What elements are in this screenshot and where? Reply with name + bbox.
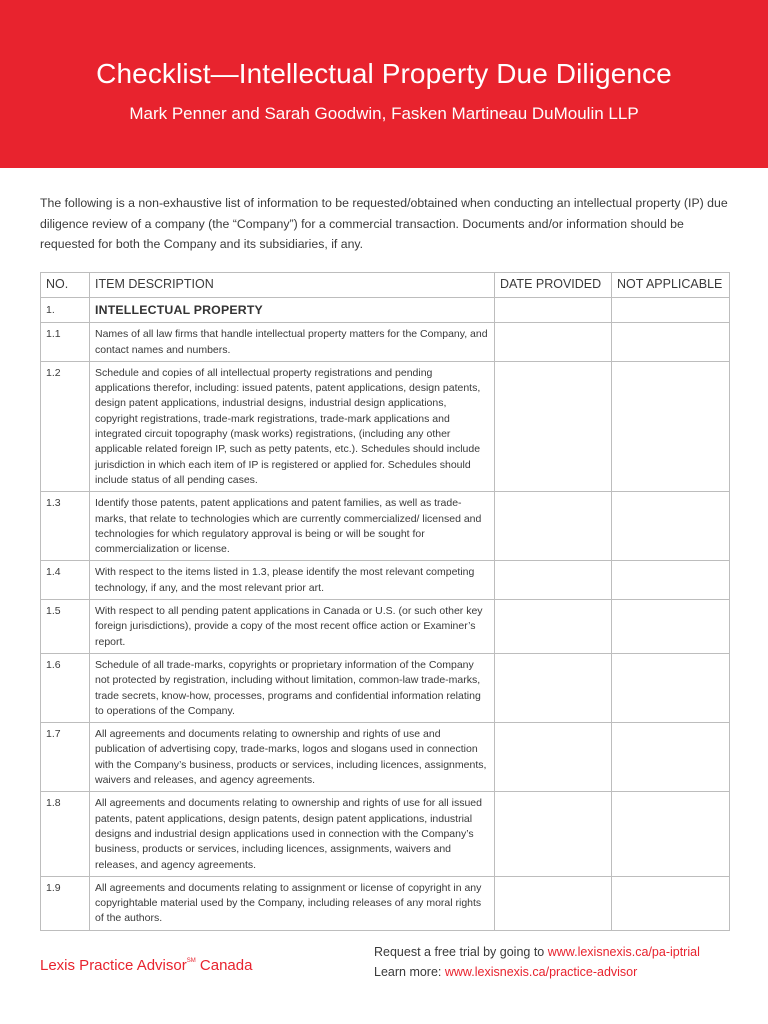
item-number: 1.5 — [41, 600, 90, 654]
not-applicable-cell[interactable] — [612, 653, 730, 722]
not-applicable-cell[interactable] — [612, 323, 730, 362]
learn-more-text: Learn more: — [374, 965, 445, 979]
trial-text: Request a free trial by going to — [374, 945, 548, 959]
item-number: 1.8 — [41, 792, 90, 876]
item-description: With respect to all pending patent applications in Canada or U.S. (or such other key foreign jurisdictions), provide a copy of the most recent office action or Examiner’s report. — [90, 600, 495, 654]
brand-suffix: Canada — [195, 957, 253, 974]
item-number: 1.1 — [41, 323, 90, 362]
date-provided-cell[interactable] — [495, 792, 612, 876]
item-number: 1.7 — [41, 723, 90, 792]
item-description: Schedule and copies of all intellectual property registrations and pending applications therefor, including: issued patents, patent applications, design patents, design patent applications, industrial designs, industrial design applications, copyright registrations, trade-mark registrations, trade-mark applications and integrated circuit topography (mask works) registrations, (including any other applicable related foreign IP, such as petty patents, etc.). Schedules should include jurisdiction in which each item of IP is registered or applied for. Schedules should include status of all pending cases. — [90, 361, 495, 491]
not-applicable-cell[interactable] — [612, 600, 730, 654]
item-description: Schedule of all trade-marks, copyrights or proprietary information of the Company not protected by registration, including without limitation, common-law trade-marks, trade secrets, know-how, processes, programs and confidential information relating to operations of the Company. — [90, 653, 495, 722]
table-row — [41, 792, 730, 876]
item-description: All agreements and documents relating to ownership and rights of use and publication of advertising copy, trade-marks, logos and slogans used in connection with the Company’s business, products or services, including licences, assignments, waivers and releases, and agency agreements. — [90, 723, 495, 792]
date-provided-cell[interactable] — [495, 723, 612, 792]
document-authors: Mark Penner and Sarah Goodwin, Fasken Martineau DuMoulin LLP — [129, 104, 639, 123]
item-description: Names of all law firms that handle intellectual property matters for the Company, and contact names and numbers. — [90, 323, 495, 362]
table-header-row — [41, 273, 730, 298]
practice-advisor-link[interactable]: www.lexisnexis.ca/practice-advisor — [444, 965, 638, 979]
header-date-provided: DATE PROVIDED — [495, 273, 612, 298]
item-number: 1.6 — [41, 653, 90, 722]
item-number: 1.3 — [41, 492, 90, 561]
table-row — [41, 492, 730, 561]
date-provided-cell[interactable] — [495, 876, 612, 930]
checklist-table — [40, 272, 730, 931]
date-provided-cell[interactable] — [495, 600, 612, 654]
not-applicable-cell[interactable] — [612, 492, 730, 561]
date-provided-cell[interactable] — [495, 492, 612, 561]
table-row — [41, 323, 730, 362]
learn-more-line — [374, 962, 700, 982]
date-provided-cell[interactable] — [495, 323, 612, 362]
date-provided-cell[interactable] — [495, 561, 612, 600]
section-title: INTELLECTUAL PROPERTY — [90, 298, 495, 323]
item-description: Identify those patents, patent applications and patent families, as well as trade-marks, that relate to technologies which are currently commercialized/ licensed and technologies for which regulatory approval is being or will be sought for commercialization or license. — [90, 492, 495, 561]
date-provided-cell[interactable] — [495, 361, 612, 491]
item-description: All agreements and documents relating to assignment or license of copyright in any copyrightable material used by the Company, including releases of any moral rights of the authors. — [90, 876, 495, 930]
table-row — [41, 600, 730, 654]
not-applicable-cell[interactable] — [612, 792, 730, 876]
header-banner — [0, 0, 768, 168]
section-row — [41, 298, 730, 323]
not-applicable-cell[interactable] — [612, 361, 730, 491]
item-description: With respect to the items listed in 1.3, please identify the most relevant competing technology, if any, and the most relevant prior art. — [90, 561, 495, 600]
header-not-applicable: NOT APPLICABLE — [612, 273, 730, 298]
item-description: All agreements and documents relating to ownership and rights of use for all issued patents, patent applications, design patents, design patent applications, industrial designs and industrial design applications used in connection with the Company’s business, products or services, including licences, assignments, waivers and releases, and agency agreements. — [90, 792, 495, 876]
brand-logo-text — [40, 957, 252, 974]
not-applicable-cell[interactable] — [612, 876, 730, 930]
item-number: 1.2 — [41, 361, 90, 491]
item-number: 1.4 — [41, 561, 90, 600]
table-row — [41, 723, 730, 792]
trial-link[interactable]: www.lexisnexis.ca/pa-iptrial — [547, 945, 700, 959]
trial-line — [374, 942, 700, 962]
header-item-description: ITEM DESCRIPTION — [90, 273, 495, 298]
date-provided-cell[interactable] — [495, 298, 612, 323]
service-mark: SM — [186, 958, 196, 964]
brand-name: Lexis Practice Advisor — [40, 957, 187, 974]
table-row — [41, 653, 730, 722]
table-row — [41, 561, 730, 600]
table-row — [41, 876, 730, 930]
table-row — [41, 361, 730, 491]
date-provided-cell[interactable] — [495, 653, 612, 722]
section-number: 1. — [41, 298, 90, 323]
not-applicable-cell[interactable] — [612, 298, 730, 323]
item-number: 1.9 — [41, 876, 90, 930]
header-no: NO. — [41, 273, 90, 298]
document-title: Checklist—Intellectual Property Due Diligence — [96, 58, 672, 89]
footer-links — [374, 942, 700, 982]
not-applicable-cell[interactable] — [612, 723, 730, 792]
not-applicable-cell[interactable] — [612, 561, 730, 600]
intro-paragraph: The following is a non-exhaustive list of information to be requested/obtained when conducting an intellectual property (IP) due diligence review of a company (the “Company”) for a commercial transaction. Documents and/or information should be requested for both the Company and its subsidiaries, if any. — [40, 196, 728, 251]
